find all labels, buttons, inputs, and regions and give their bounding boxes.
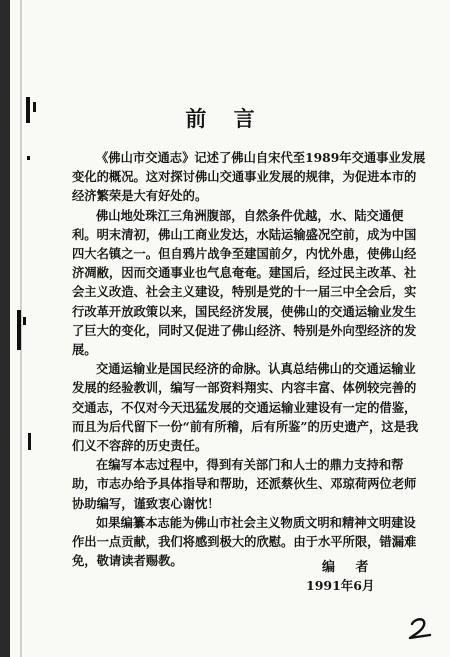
- text-line: 交通志，不仅对今天迅猛发展的交通运输业建设有一定的借鉴，: [72, 399, 417, 415]
- text-line: 展。: [72, 342, 97, 358]
- text-line: 佛山地处珠江三角洲腹部，自然条件优越，水、陆交通便: [96, 207, 404, 223]
- text-line: 在编写本志过程中，得到有关部门和人士的鼎力支持和帮: [96, 457, 404, 473]
- text-line: 发展的经验教训，编写一部资料翔实、内容丰富、体例较完善的: [72, 380, 417, 396]
- text-line: 交通运输业是国民经济的命脉。认真总结佛山的交通运输业: [96, 361, 416, 377]
- text-line: 作出一点贡献，我们将感到极大的欣慰。由于水平所限，错漏难: [72, 534, 417, 550]
- paragraph-2: [72, 206, 417, 360]
- author-signature: 编 者: [322, 560, 377, 575]
- page-title: 前 言: [185, 107, 265, 132]
- scan-speck: [17, 310, 21, 350]
- text-line: 利。明末清初，佛山工商业发达，水陆运输盛况空前，成为中国: [72, 226, 417, 242]
- handwritten-page-number: [406, 616, 434, 640]
- text-line: 而且为后代留下一份“前有所稽，后有所鉴”的历史遗产，这是我: [72, 418, 419, 434]
- scan-speck: [28, 433, 31, 450]
- text-line: 经济繁荣是大有好处的。: [72, 188, 208, 204]
- text-line: 如果编纂本志能为佛山市社会主义物质文明和精神文明建设: [96, 514, 416, 530]
- text-line: 们义不容辞的历史责任。: [72, 438, 208, 454]
- text-line: 助，市志办给予具体指导和帮助，还派蔡伙生、邓琼荷两位老师: [72, 476, 417, 492]
- signature-date: 1991年6月: [306, 578, 375, 593]
- paragraph-4: [72, 455, 417, 513]
- text-line: 协助编写，谨致衷心谢忱！: [72, 495, 220, 511]
- text-line: 四大名镇之一。但自鸦片战争至建国前夕，内忧外患，使佛山经: [72, 246, 417, 262]
- text-line: 变化的概况。这对探讨佛山交通事业发展的规律，为促进本市的: [72, 169, 417, 185]
- paragraph-3: [72, 359, 419, 455]
- paragraph-1: [72, 148, 426, 206]
- text-line: 济凋敝，因而交通事业也气息奄奄。建国后，经过民主改革、社: [72, 265, 417, 281]
- text-line: 行改革开放政策以来，国民经济发展，使佛山的交通运输业发生: [72, 303, 417, 319]
- scan-margin-shadow: [0, 0, 10, 657]
- scan-speck: [23, 317, 26, 325]
- text-line: 免，敬请读者赐教。: [72, 553, 183, 569]
- text-line: 了巨大的变化，同时又促进了佛山经济、特别是外向型经济的发: [72, 322, 417, 338]
- text-line: 《佛山市交通志》记述了佛山自宋代至1989年交通事业发展: [96, 150, 426, 165]
- text-line: 会主义改造、社会主义建设，特别是党的十一届三中全会后，实: [72, 284, 417, 300]
- scan-speck: [27, 156, 30, 160]
- preface-body: [72, 148, 426, 570]
